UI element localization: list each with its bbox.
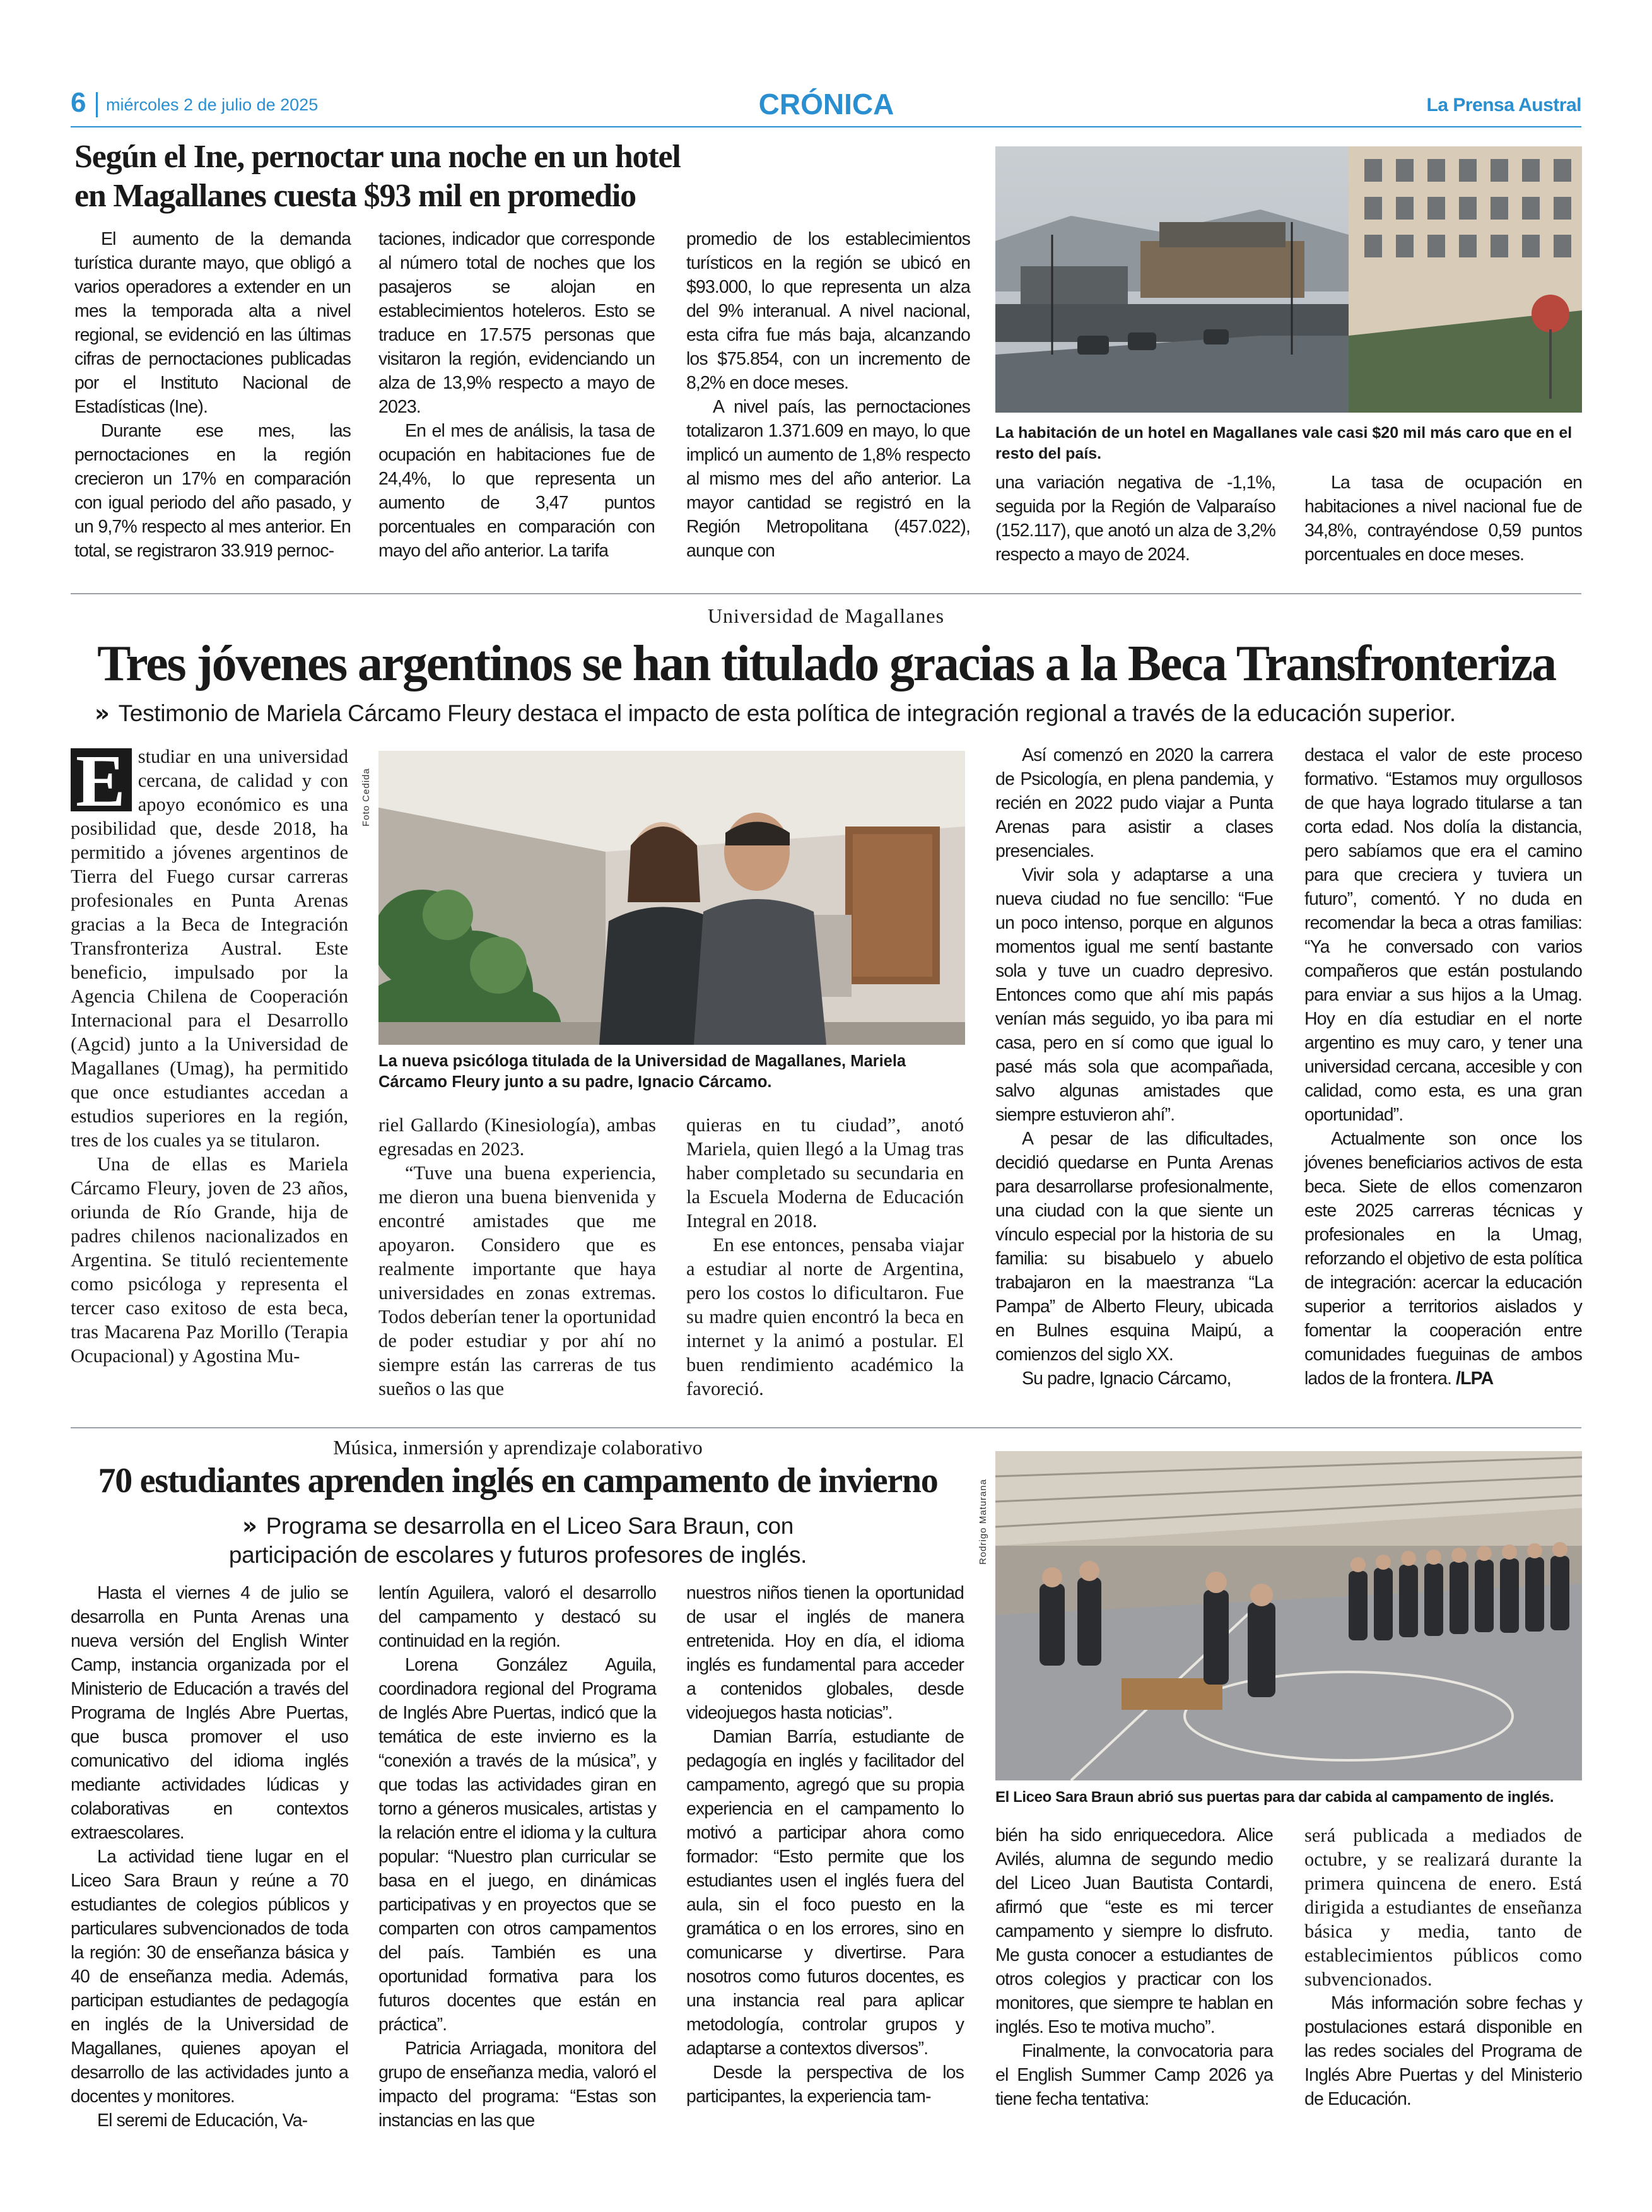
paragraph [1304,1127,1582,1391]
article3-deck-line1: Programa se desarrolla en el Liceo Sara Braun, con [266,1513,794,1539]
article2-dropcap: E [71,748,132,811]
paragraph: Hasta el viernes 4 de julio se desarrolla en Punta Arenas una nueva versión del English Winter Camp, instancia organizada por el Ministerio de Educación a través del Programa de Inglés Abre Puertas, que busca promover el uso comunicativo del idioma inglés mediante actividades lúdicas y colaborativas en contextos extraescolares. [71,1583,348,1843]
paragraph: Una de ellas es Mariela Cárcamo Fleury, joven de 23 años, oriunda de Río Grande, hija de padres chilenos nacionalizados en Argentina. Se tituló recientemente como psicóloga y representa el tercer caso exitoso de esta beca, tras Macarena Paz Morillo (Terapia Ocupacional) y Agostina Mu- [71,1153,348,1367]
paragraph: Patricia Arriagada, monitora del grupo de enseñanza media, valoró el impacto del programa: “Estas son instancias en las que [378,2038,656,2131]
chevron-right-icon: » [242,1512,257,1539]
paragraph-text: Actualmente son once los jóvenes beneficiarios activos de esta beca. Siete de ellos comenzaron este 2025 carreras técnicas y profesionales en la Umag, reforzando el objetivo de esta política de integración: acercar la educación superior a territorios aislados y fomentar la cooperación entre comunidades fueguinas de ambos lados de la frontera. [1304,1129,1582,1389]
article3-deck [71,1512,965,1570]
paragraph: studiar en una universidad cercana, de calidad y con apoyo económico es una posibilidad que, desde 2018, ha permitido a jóvenes argentinos de Tierra del Fuego cursar carreras profesionales en Punta Arenas gracias a la Beca de Integración Transfronteriza Austral. Este beneficio, impulsado por la Agencia Chilena de Cooperación Internacional para el Desarrollo (Agcid) junto a la Universidad de Magallanes (Umag), ha permitido que once estudiantes accedan a estudios superiores en la región, tres de los cuales ya se titularon. [71,746,348,1151]
article3-column-4 [995,1823,1273,2111]
article2-column-2 [378,1113,656,1401]
graduate-portrait-image [378,751,965,1045]
article3-photo-credit: Rodrigo Maturana [978,1478,988,1565]
paragraph: Lorena González Aguila, coordinadora regional del Programa de Inglés Abre Puertas, indicó que la temática de este invierno es la “conexión a través de la música”, y que todas las actividades giran en torno a géneros musicales, artistas y la relación entre el idioma y la cultura popular: “Nuestro plan curricular se basa en el juego, en dinámicas participativas y en proyectos que se comparten con otros campamentos del país. También es una oportunidad formativa para los futuros docentes que están en práctica”. [378,1655,656,2035]
article1-headline-line1: Según el Ine, pernoctar una noche en un hotel [74,139,681,175]
article1-headline-line2: en Magallanes cuesta $93 mil en promedio [74,178,636,214]
article1-column-1 [74,227,351,563]
paragraph: Durante ese mes, las pernoctaciones en la región crecieron un 17% en comparación con igual periodo del año pasado, y un 9,7% respecto al mes anterior. En total, se registraron 33.919 pernoc- [74,421,351,561]
graduate-portrait-photo [378,751,965,1045]
paragraph: será publicada a mediados de octubre, y se realizará durante la primera quincena de enero. Está dirigida a estudiantes de enseñanza básica y media, tanto de establecimientos públicos como subvencionados. [1304,1825,1582,1990]
paragraph: La actividad tiene lugar en el Liceo Sara Braun y reúne a 70 estudiantes de colegios públicos y particulares subvencionados de toda la región: 30 de enseñanza básica y 40 de enseñanza media. Además, participan estudiantes de pedagogía en inglés de la Universidad de Magallanes, quienes apoyan el desarrollo de las actividades junto a docentes y monitores. [71,1847,348,2107]
article3-column-3 [686,1581,964,2109]
hotel-photo-caption: La habitación de un hotel en Magallanes vale casi $20 mil más caro que en el resto del país. [995,424,1573,462]
graduate-photo-caption: La nueva psicóloga titulada de la Universidad de Magallanes, Mariela Cárcamo Fleury junto a su padre, Ignacio Cárcamo. [378,1052,906,1091]
paragraph: quieras en tu ciudad”, anotó Mariela, quien llegó a la Umag tras haber completado su secundaria en la Escuela Moderna de Educación Integral en 2018. [686,1114,964,1232]
english-camp-photo [995,1451,1582,1780]
article1-column-5 [1304,471,1582,567]
hotel-street-image [995,146,1582,413]
paragraph: El aumento de la demanda turística durante mayo, que obligó a varios operadores a extender en un mes la temporada alta a nivel regional, se evidenció en las últimas cifras de pernoctaciones publicadas por el Instituto Nacional de Estadísticas (Ine). [74,229,351,417]
article2-kicker: Universidad de Magallanes [707,604,945,627]
paragraph: Vivir sola y adaptarse a una nueva ciudad no fue sencillo: “Fue un poco intenso, porque en algunos momentos igual me sentí bastante sola y tuve un cuadro depresivo. Entonces como que ahí mis papás venían más seguido, yo iba para mi casa, pero en sí como que igual lo pasé más sola que acompañada, salvo algunas amistades que siempre estuvieron ahí”. [995,865,1273,1125]
article2-column-1 [71,739,348,1368]
paragraph: En el mes de análisis, la tasa de ocupación en habitaciones fue de 24,4%, lo que representa un aumento de 3,47 puntos porcentuales en comparación con mayo del año anterior. La tarifa [378,421,655,561]
paragraph: Desde la perspectiva de los participantes, la experiencia tam- [686,2062,964,2107]
paragraph: Así comenzó en 2020 la carrera de Psicología, en plena pandemia, y recién en 2022 pudo viajar a Punta Arenas para asistir a clases presenciales. [995,745,1273,861]
section-divider [71,593,1581,594]
english-camp-image [995,1451,1582,1780]
article2-headline: Tres jóvenes argentinos se han titulado gracias a la Beca Transfronteriza [97,636,1555,691]
paragraph: El seremi de Educación, Va- [97,2110,308,2131]
article2-photo-credit: Foto Cedida [361,768,372,827]
article2-deck-text: Testimonio de Mariela Cárcamo Fleury destaca el impacto de esta política de integración regional a través de la educación superior. [118,700,1456,726]
paragraph: A nivel país, las pernoctaciones totalizaron 1.371.609 en mayo, lo que implicó un aumento de 1,8% respecto al mismo mes del año anterior. La mayor cantidad se registró en la Región Metropolitana (457.022), aunque con [686,397,970,561]
article2-column-4 [995,743,1273,1391]
paragraph: lentín Aguilera, valoró el desarrollo del campamento y destacó su continuidad en la región. [378,1583,656,1651]
page-date: miércoles 2 de julio de 2025 [106,95,319,114]
article3-kicker: Música, inmersión y aprendizaje colaborativo [333,1436,703,1459]
article1-column-2 [378,227,655,563]
paragraph: Damian Barría, estudiante de pedagogía en inglés y facilitador del campamento, agregó que su propia experiencia en el campamento lo motivó a participar ahora como formador: “Esto permite que los estudiantes usen el inglés fuera del aula, sin el foco puesto en la gramática o en los errores, sino en comunicarse y divertirse. Para nosotros como futuros docentes, es una instancia real para aplicar metodología, controlar grupos y adaptarse a contextos diversos”. [686,1727,964,2059]
article2-deck [95,699,1583,728]
paragraph: Finalmente, la convocatoria para el English Summer Camp 2026 ya tiene fecha tentativa: [995,2041,1273,2109]
camp-photo-caption: El Liceo Sara Braun abrió sus puertas para dar cabida al campamento de inglés. [995,1789,1554,1806]
article2-column-3 [686,1113,964,1401]
paragraph: riel Gallardo (Kinesiología), ambas egresadas en 2023. [378,1114,656,1160]
paragraph: Más información sobre fechas y postulaciones estará disponible en las redes sociales del Programa de Inglés Abre Puertas y del Ministerio de Educación. [1304,1993,1582,2109]
paragraph: bién ha sido enriquecedora. Alice Avilés, alumna de segundo medio del Liceo Juan Bautista Contardi, afirmó que “este es mi tercer campamento y siempre lo disfruto. Me gusta conocer a estudiantes de otros colegios y practicar con los monitores, que siempre te hablan en inglés. Eso te motiva mucho”. [995,1825,1273,2037]
article1-headline [74,138,1008,216]
section-name: CRÓNICA [758,88,894,121]
article1-column-4 [995,471,1275,567]
article2-column-5 [1304,743,1582,1391]
chevron-right-icon: » [95,700,110,727]
paragraph: nuestros niños tienen la oportunidad de usar el inglés de manera entretenida. Hoy en día, el idioma inglés es fundamental para acceder a contenidos globales, desde videojuegos hasta noticias”. [686,1583,964,1723]
hotel-street-photo [995,146,1582,413]
article3-headline: 70 estudiantes aprenden inglés en campamento de invierno [98,1461,938,1500]
paragraph: promedio de los establecimientos turísticos en la región se ubicó en $93.000, lo que representa un alza del 9% interanual. A nivel nacional, esta cifra fue más baja, alcanzando los $75.854, con un incremento de 8,2% en doce meses. [686,229,970,393]
article3-column-2 [378,1581,656,2133]
section-divider [71,1427,1581,1428]
paragraph: En ese entonces, pensaba viajar a estudiar al norte de Argentina, pero los costos lo dificultaron. Fue su madre quien encontró la beca en internet y la animó a postular. El buen rendimiento académico la favoreció. [686,1234,964,1399]
header-separator [96,92,98,117]
paragraph: Su padre, Ignacio Cárcamo, [1022,1368,1231,1389]
paragraph: A pesar de las dificultades, decidió quedarse en Punta Arenas para desarrollarse profesionalmente, una ciudad con la que siente un vínculo especial por la historia de su familia: su bisabuelo y abuelo trabajaron en la maestranza “La Pampa” de Alberto Fleury, ubicada en Bulnes esquina Maipú, a comienzos del siglo XX. [995,1129,1273,1365]
article2-signoff: /LPA [1456,1368,1494,1389]
paragraph: taciones, indicador que corresponde al número total de noches que los pasajeros se alojan en establecimientos hoteleros. Esto se traduce en 17.575 personas que visitaron la región, evidenciando un alza de 13,9% respecto a mayo de 2023. [378,229,655,417]
article3-column-1 [71,1581,348,2133]
paragraph: destaca el valor de este proceso formativo. “Estamos muy orgullosos de que haya logrado titularse a tan corta edad. Nos dolía la distancia, pero sabíamos que era el camino para que creciera y tuviera un futuro”, comentó. Y no duda en recomendar la beca a otras familias: “Ya he conversado con varios compañeros que están postulando para enviar a sus hijos a la Umag. Hoy en día estudiar en el norte argentino es muy caro, y tener una universidad cercana, accesible y con calidad, como esta, es una gran oportunidad”. [1304,745,1582,1125]
paragraph: “Tuve una buena experiencia, me dieron una buena bienvenida y encontré amistades que me apoyaron. Considero que es realmente importante que haya universidades en zonas extremas. Todos deberían tener la oportunidad de poder estudiar y por ahí no siempre están las carreras de tus sueños o las que [378,1162,656,1399]
article3-column-5 [1304,1823,1582,2111]
header-rule [71,126,1581,127]
brand-name: La Prensa Austral [1426,95,1581,115]
article1-column-3 [686,227,970,563]
page-number: 6 [71,87,86,118]
paragraph: La tasa de ocupación en habitaciones a nivel nacional fue de 34,8%, contrayéndose 0,59 puntos porcentuales en doce meses. [1304,473,1582,565]
article3-deck-line2: participación de escolares y futuros profesores de inglés. [228,1542,807,1568]
paragraph: una variación negativa de -1,1%, seguida por la Región de Valparaíso (152.117), que anotó un alza de 3,2% respecto a mayo de 2024. [995,473,1275,565]
